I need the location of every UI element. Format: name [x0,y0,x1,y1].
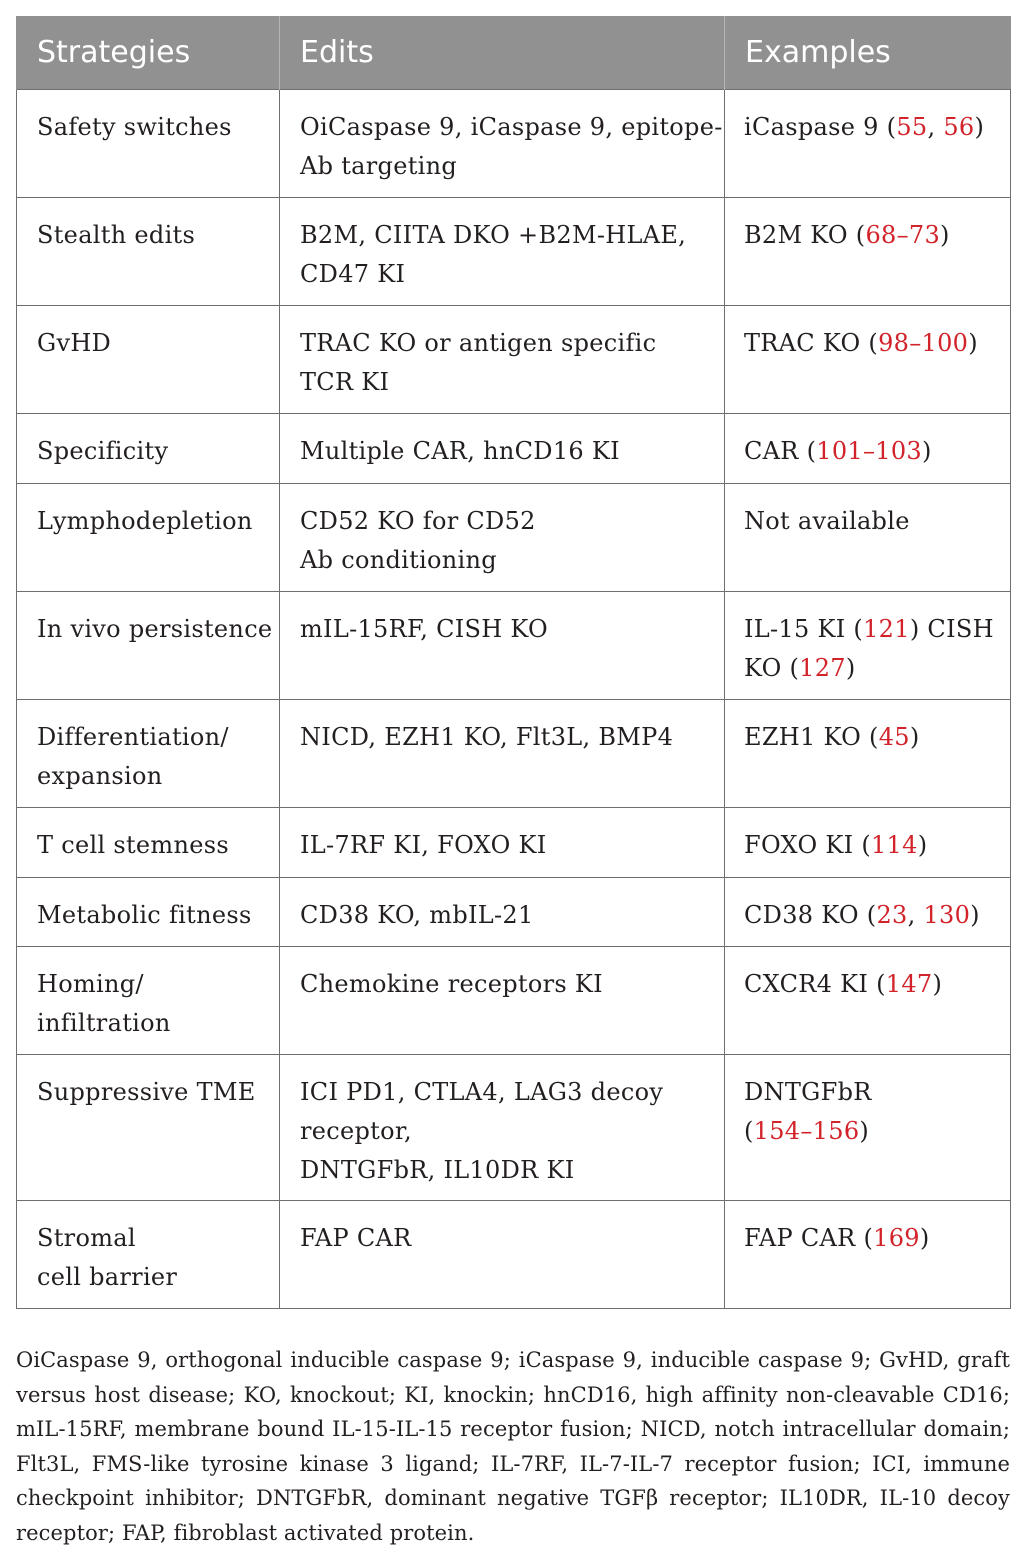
examples-text: CXCR4 KI ( [744,969,886,998]
examples-text: Not available [744,506,910,535]
header-examples: Examples [725,16,1011,89]
examples-text: B2M KO ( [744,220,866,249]
examples-text: CD38 KO ( [744,900,877,929]
table-row [17,699,1011,807]
edits-text: Ab targeting [300,151,458,180]
reference-link[interactable]: 114 [870,830,918,859]
cell-strategy [17,305,280,413]
edits-text: Multiple CAR, hnCD16 KI [300,436,620,465]
cell-examples [725,807,1011,877]
reference-link[interactable]: 130 [923,900,971,929]
reference-link[interactable]: 45 [878,722,910,751]
examples-line [744,1112,1000,1151]
cell-examples [725,877,1011,946]
edits-text: Chemokine receptors KI [300,969,603,998]
examples-line [744,649,1000,688]
examples-line [744,502,1000,541]
strategy-text: GvHD [37,328,112,357]
cell-strategy [17,197,280,305]
edits-text: CD52 KO for CD52 [300,506,536,535]
reference-link[interactable]: 68–73 [865,220,941,249]
cell-examples [725,89,1011,197]
strategy-text: Stealth edits [37,220,196,249]
cell-strategy [17,1054,280,1200]
examples-line [744,216,1000,255]
edits-text: TRAC KO or antigen specific [300,328,657,357]
table-footnote: OiCaspase 9, orthogonal inducible caspase 9; iCaspase 9, inducible caspase 9; GvHD, graft versus host disease; KO, knockout; KI, knockin; hnCD16, high affinity non-cleavable CD16; mIL-15RF, membrane bound IL-15-IL-15 receptor fusion; NICD, notch intracellular domain; Flt3L, FMS-like tyrosine kinase 3 ligand; IL-7RF, IL-7-IL-7 receptor fusion; ICI, immune checkpoint inhibitor; DNTGFbR, dominant negative TGFβ receptor; IL10DR, IL-10 decoy receptor; FAP, fibroblast activated protein. [16,1348,1010,1545]
table-header [17,16,1011,89]
strategy-text: cell barrier [37,1262,178,1291]
examples-text: ) [917,830,928,859]
cell-edits [280,197,725,305]
examples-text: IL-15 KI ( [744,614,864,643]
table-row [17,89,1011,197]
examples-text: FOXO KI ( [744,830,871,859]
edits-text: Ab conditioning [300,545,497,574]
table-row [17,1200,1011,1308]
table-row [17,946,1011,1054]
header-row [17,16,1011,89]
table-row [17,483,1011,591]
reference-link[interactable]: 121 [863,614,910,643]
cell-edits [280,483,725,591]
examples-line [744,826,1000,865]
examples-text: ) [921,436,932,465]
cell-strategy [17,483,280,591]
examples-text: DNTGFbR [744,1077,872,1106]
edits-text: receptor, [300,1116,412,1145]
edits-text: IL-7RF KI, FOXO KI [300,830,547,859]
examples-text: ) [940,220,950,249]
strategy-text: Specificity [37,436,169,465]
cell-strategy [17,89,280,197]
cell-edits [280,89,725,197]
strategy-text: T cell stemness [37,830,229,859]
examples-text: ) CISH [909,614,994,643]
edits-text: DNTGFbR, IL10DR KI [300,1155,575,1184]
examples-text: iCaspase 9 ( [744,112,897,141]
examples-text: FAP CAR ( [744,1223,874,1252]
strategy-text: Homing/ [37,969,144,998]
examples-line [744,324,1000,363]
cell-edits [280,699,725,807]
edits-text: TCR KI [300,367,390,396]
reference-link[interactable]: 154–156 [753,1116,860,1145]
cell-strategy [17,1200,280,1308]
strategy-text: Metabolic fitness [37,900,252,929]
cell-strategy [17,946,280,1054]
table-row [17,197,1011,305]
strategy-text: Suppressive TME [37,1077,256,1106]
strategy-text: Differentiation/ [37,722,229,751]
table-row [17,807,1011,877]
cell-examples [725,305,1011,413]
edits-text: mIL-15RF, CISH KO [300,614,548,643]
cell-examples [725,1200,1011,1308]
examples-text: ) [932,969,943,998]
edits-text: NICD, EZH1 KO, Flt3L, BMP4 [300,722,674,751]
cell-strategy [17,807,280,877]
strategy-text: infiltration [37,1008,171,1037]
examples-line [744,1219,1000,1258]
strategy-text: expansion [37,761,163,790]
cell-edits [280,1054,725,1200]
examples-text: KO ( [744,653,800,682]
cell-examples [725,483,1011,591]
strategies-table [16,16,1011,1309]
cell-examples [725,197,1011,305]
strategy-text: Lymphodepletion [37,506,253,535]
table-row [17,1054,1011,1200]
edits-text: B2M, CIITA DKO +B2M-HLAE, [300,220,687,249]
table-row [17,413,1011,483]
examples-text: ) [974,112,985,141]
examples-text: ) [909,722,920,751]
reference-link[interactable]: 147 [885,969,933,998]
examples-line [744,108,1000,147]
strategy-text: Stromal [37,1223,136,1252]
cell-strategy [17,699,280,807]
cell-examples [725,699,1011,807]
edits-text: ICI PD1, CTLA4, LAG3 decoy [300,1077,664,1106]
examples-line [744,432,1000,471]
examples-line [744,718,1000,757]
table-row [17,305,1011,413]
examples-line [744,610,1000,649]
examples-text: TRAC KO ( [744,328,879,357]
table-row [17,591,1011,699]
examples-text: , [907,900,924,929]
strategy-text: In vivo persistence [37,614,273,643]
cell-strategy [17,877,280,946]
reference-link[interactable]: 23 [876,900,908,929]
edits-text: CD38 KO, mbIL-21 [300,900,534,929]
table-body [17,89,1011,1308]
examples-text: , [927,112,944,141]
examples-text: ) [968,328,978,357]
examples-text: ) [859,1116,870,1145]
reference-link[interactable]: 169 [873,1223,920,1252]
table-row [17,877,1011,946]
cell-strategy [17,413,280,483]
cell-edits [280,946,725,1054]
examples-line [744,896,1000,935]
header-edits: Edits [280,16,725,89]
edits-text: OiCaspase 9, iCaspase 9, epitope- [300,112,723,141]
cell-edits [280,305,725,413]
cell-examples [725,413,1011,483]
reference-link[interactable]: 101–103 [816,436,922,465]
examples-text: CAR ( [744,436,817,465]
cell-strategy [17,591,280,699]
reference-link[interactable]: 55 [896,112,928,141]
reference-link[interactable]: 56 [943,112,975,141]
header-strategies: Strategies [17,16,280,89]
edits-text: CD47 KI [300,259,406,288]
examples-text: ( [744,1116,754,1145]
examples-text: ) [845,653,856,682]
cell-edits [280,807,725,877]
examples-text: ) [919,1223,930,1252]
strategy-text: Safety switches [37,112,232,141]
cell-edits [280,591,725,699]
examples-line [744,965,1000,1004]
reference-link[interactable]: 98–100 [878,328,969,357]
cell-edits [280,1200,725,1308]
edits-text: FAP CAR [300,1223,412,1252]
cell-edits [280,413,725,483]
cell-examples [725,946,1011,1054]
examples-line [744,1073,1000,1112]
reference-link[interactable]: 127 [799,653,846,682]
cell-examples [725,591,1011,699]
examples-text: EZH1 KO ( [744,722,879,751]
cell-edits [280,877,725,946]
cell-examples [725,1054,1011,1200]
examples-text: ) [970,900,980,929]
